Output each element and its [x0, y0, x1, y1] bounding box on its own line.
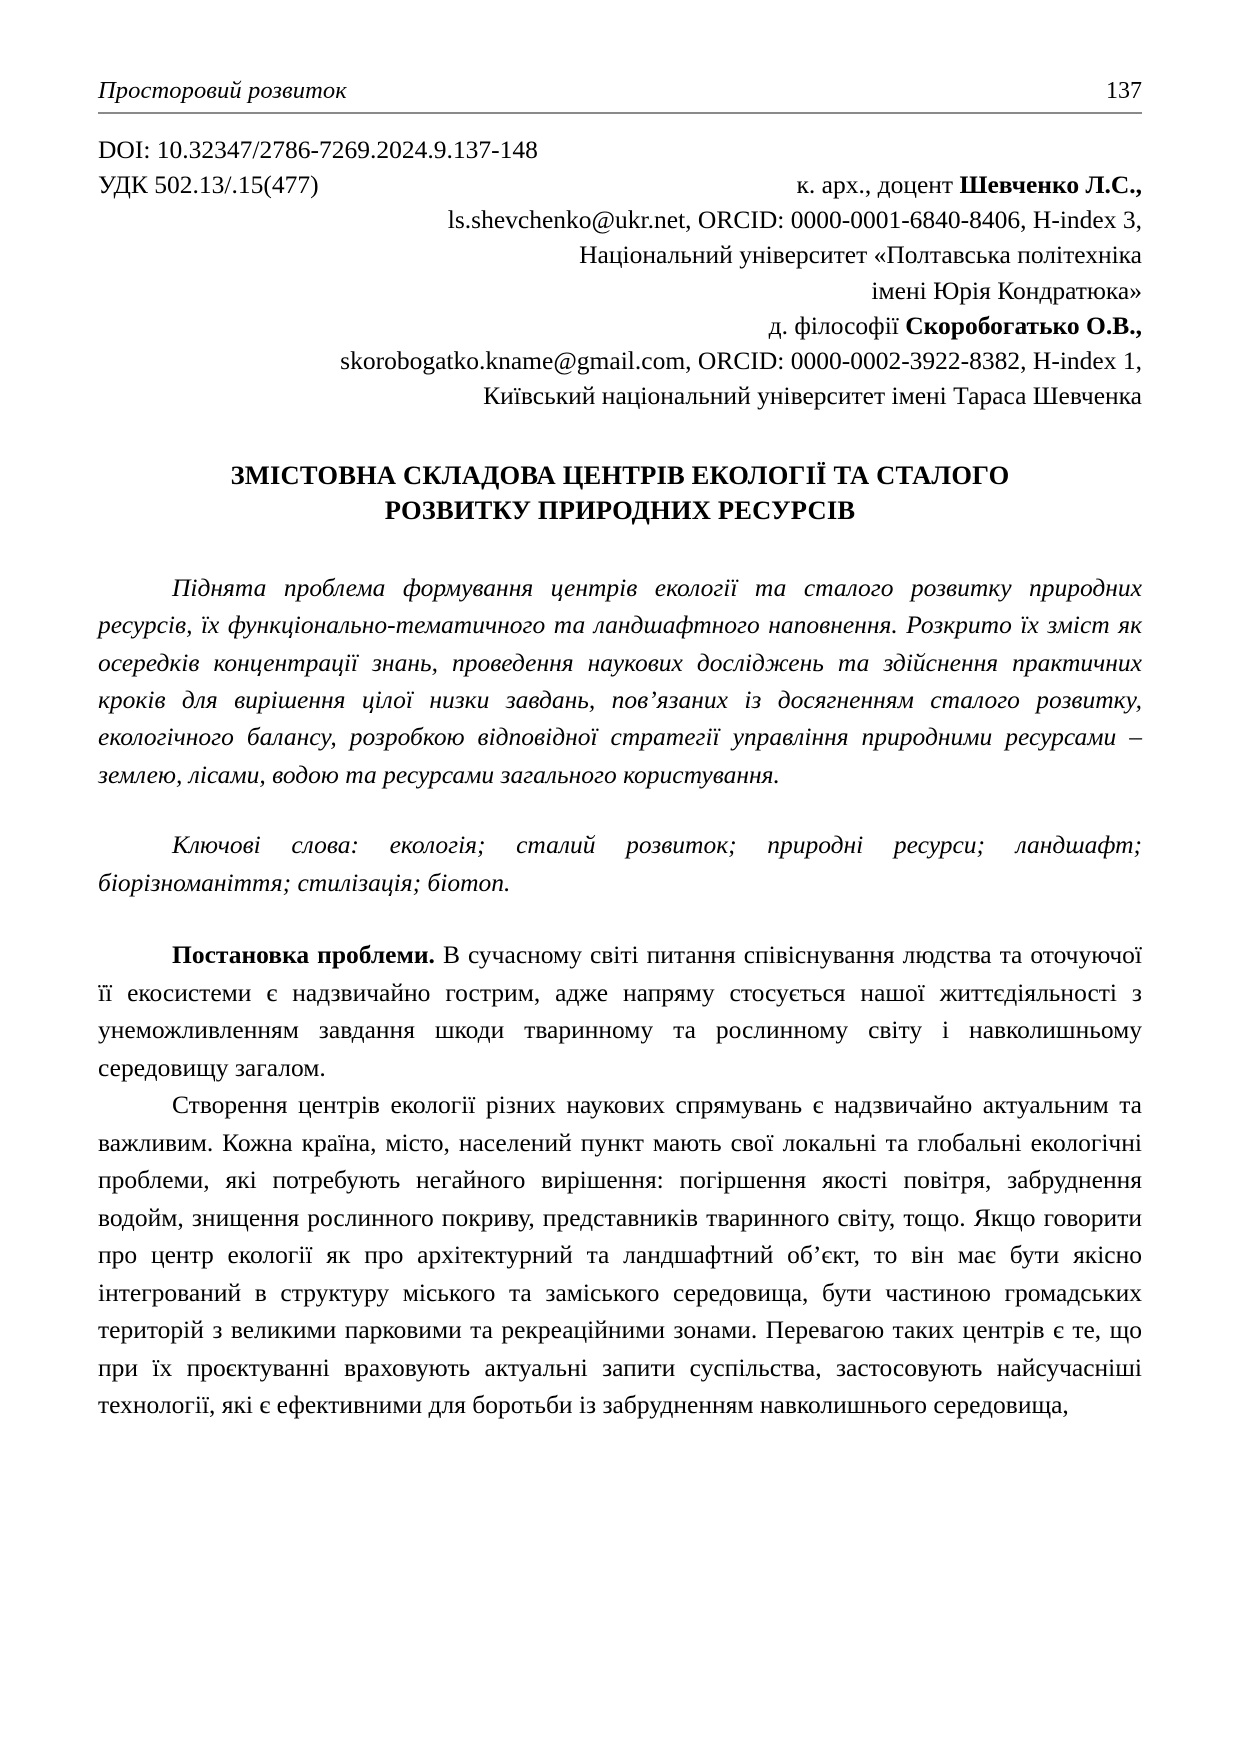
body-paragraph-1-text: В сучасному світі питання співіснування людства та оточуючої її екосистеми є надзвичайно гострим, адже напряму стосується нашої життєдіяльності з унеможливленням завдання шкоди тваринному та рослинному світу і навколишньому середовищу загалом.	[98, 940, 1142, 1082]
article-title-line-1: ЗМІСТОВНА СКЛАДОВА ЦЕНТРІВ ЕКОЛОГІЇ ТА СТАЛОГО	[230, 460, 1010, 491]
running-head	[98, 78, 1142, 105]
keywords-paragraph	[98, 826, 1142, 901]
body-paragraph-1	[98, 936, 1142, 1086]
author-2-degree: д. філософії	[768, 310, 906, 340]
doi-identifier[interactable]: DOI: 10.32347/2786-7269.2024.9.137-148	[98, 134, 538, 164]
section-heading-problem-statement: Постановка проблеми.	[172, 940, 435, 970]
keywords-label: Ключові слова:	[172, 830, 359, 860]
author-2-name-line	[98, 309, 1142, 342]
article-metadata	[98, 133, 1142, 412]
page-number: 137	[1106, 78, 1142, 104]
udk-identifier: УДК 502.13/.15(477)	[98, 170, 319, 200]
author-1-contact[interactable]: ls.shevchenko@ukr.net, ORCID: 0000-0001-6840-8406, H-index 3,	[447, 205, 1142, 235]
author-1-affiliation-line-1: Національний університет «Полтавська політехніка	[579, 240, 1142, 270]
article-title	[98, 458, 1142, 528]
body-text	[98, 936, 1142, 1423]
author-1-name-line	[797, 168, 1142, 201]
header-divider	[98, 112, 1142, 114]
body-paragraph-2: Створення центрів екології різних наукових спрямувань є надзвичайно актуальним та важливим. Кожна країна, місто, населений пункт мають свої локальні та глобальні екологічні проблеми, які потребують негайного вирішення: погіршення якості повітря, забруднення водойм, знищення рослинного покриву, представників тваринного світу, тощо. Якщо говорити про центр екології як про архітектурний та ландшафтний об’єкт, то він має бути якісно інтегрований в структуру міського та заміського середовища, бути частиною громадських територій з великими парковими та рекреаційними зонами. Перевагою таких центрів є те, що при їх проєктуванні враховують актуальні запити суспільства, застосовують найсучасніші технології, які є ефективними для боротьби із забрудненням навколишнього середовища,	[98, 1090, 1142, 1420]
author-2-name: Скоробогатько О.В.,	[905, 310, 1142, 340]
abstract-paragraph: Піднята проблема формування центрів екології та сталого розвитку природних ресурсів, їх функціонально-тематичного та ландшафтного наповнення. Розкрито їх зміст як осередків концентрації знань, проведення наукових досліджень та здійснення практичних кроків для вирішення цілої низки завдань, пов’язаних із досягненням сталого розвитку, екологічного балансу, розробкою відповідної стратегії управління природними ресурсами – землею, лісами, водою та ресурсами загального користування.	[98, 572, 1142, 789]
article-title-line-2: РОЗВИТКУ ПРИРОДНИХ РЕСУРСІВ	[384, 495, 856, 526]
author-2-affiliation-line-1: Київський національний університет імені Тараса Шевченка	[483, 380, 1142, 410]
author-1-name: Шевченко Л.С.,	[959, 170, 1142, 200]
author-2-contact[interactable]: skorobogatko.kname@gmail.com, ORCID: 0000-0002-3922-8382, H-index 1,	[340, 345, 1142, 375]
author-1-degree: к. арх., доцент	[796, 170, 960, 200]
author-1-affiliation-line-2: імені Юрія Кондратюка»	[871, 275, 1142, 305]
journal-title: Просторовий розвиток	[98, 77, 347, 104]
udk-and-first-author-row	[98, 168, 1142, 201]
keywords-list: екологія; сталий розвиток; природні ресурси; ландшафт; біорізноманіття; стилізація; біотоп.	[98, 830, 1142, 897]
